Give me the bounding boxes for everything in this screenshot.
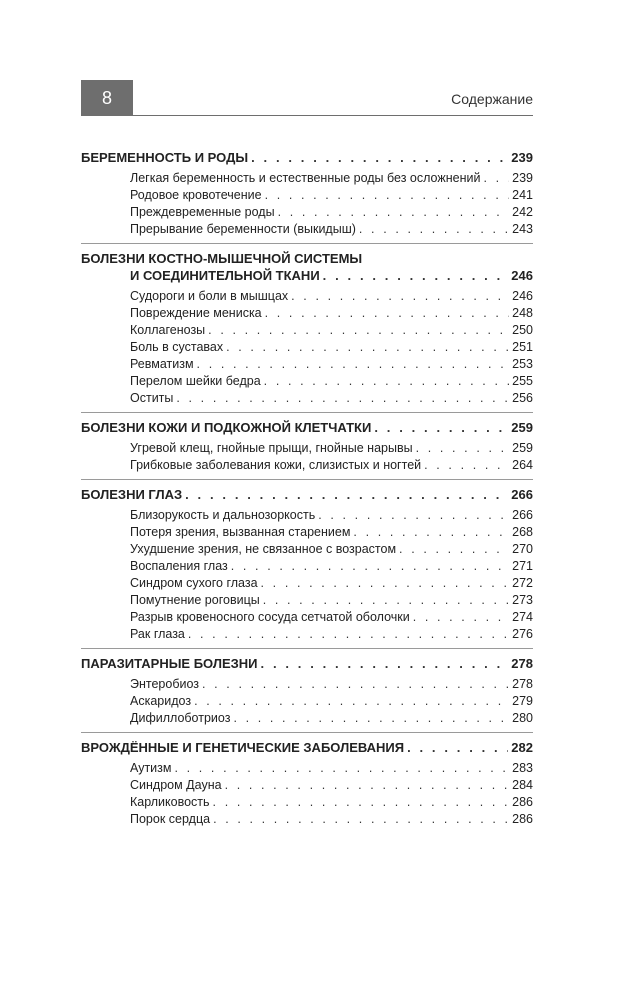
entry-title: Прерывание беременности (выкидыш) bbox=[130, 222, 356, 236]
leader-dots bbox=[233, 710, 509, 727]
toc-entry[interactable] bbox=[81, 457, 533, 474]
entry-title: Родовое кровотечение bbox=[130, 188, 262, 202]
leader-dots bbox=[263, 592, 509, 609]
leader-dots bbox=[213, 811, 509, 828]
entry-page: 286 bbox=[512, 812, 533, 826]
toc-entry[interactable] bbox=[81, 221, 533, 238]
leader-dots bbox=[174, 760, 509, 777]
toc-entry[interactable] bbox=[81, 524, 533, 541]
section-page: 278 bbox=[511, 656, 533, 671]
entry-title: Оститы bbox=[130, 391, 174, 405]
toc-entry[interactable] bbox=[81, 170, 533, 187]
section-heading[interactable] bbox=[81, 739, 533, 756]
toc-entry[interactable] bbox=[81, 440, 533, 457]
entry-title: Повреждение мениска bbox=[130, 306, 262, 320]
entry-page: 280 bbox=[512, 711, 533, 725]
leader-dots bbox=[225, 777, 510, 794]
section-heading[interactable] bbox=[81, 419, 533, 436]
entry-page: 286 bbox=[512, 795, 533, 809]
entry-page: 266 bbox=[512, 508, 533, 522]
leader-dots bbox=[261, 575, 510, 592]
toc-entry[interactable] bbox=[81, 373, 533, 390]
leader-dots bbox=[359, 221, 509, 238]
section-page: 239 bbox=[511, 150, 533, 165]
leader-dots bbox=[353, 524, 509, 541]
section-title: ВРОЖДЁННЫЕ И ГЕНЕТИЧЕСКИЕ ЗАБОЛЕВАНИЯ bbox=[81, 740, 405, 755]
leader-dots bbox=[251, 149, 508, 166]
toc-section bbox=[81, 243, 533, 407]
leader-dots bbox=[194, 693, 509, 710]
section-heading[interactable] bbox=[81, 486, 533, 503]
toc-entry[interactable] bbox=[81, 322, 533, 339]
toc-entry[interactable] bbox=[81, 777, 533, 794]
entry-title: Синдром Дауна bbox=[130, 778, 222, 792]
leader-dots bbox=[424, 457, 509, 474]
toc-section bbox=[81, 479, 533, 643]
toc-entry[interactable] bbox=[81, 794, 533, 811]
entry-title: Дифиллоботриоз bbox=[130, 711, 231, 725]
entry-page: 264 bbox=[512, 458, 533, 472]
leader-dots bbox=[483, 170, 509, 187]
toc-section bbox=[81, 149, 533, 238]
leader-dots bbox=[261, 655, 509, 672]
running-title: Содержание bbox=[451, 91, 533, 107]
entry-title: Воспаления глаз bbox=[130, 559, 228, 573]
leader-dots bbox=[197, 356, 510, 373]
section-page: 259 bbox=[511, 420, 533, 435]
section-heading[interactable] bbox=[81, 149, 533, 166]
entry-title: Синдром сухого глаза bbox=[130, 576, 258, 590]
leader-dots bbox=[413, 609, 509, 626]
entry-page: 259 bbox=[512, 441, 533, 455]
leader-dots bbox=[264, 373, 509, 390]
entry-title: Энтеробиоз bbox=[130, 677, 200, 691]
section-page: 266 bbox=[511, 487, 533, 502]
entry-page: 250 bbox=[512, 323, 533, 337]
toc-entry[interactable] bbox=[81, 541, 533, 558]
entry-page: 279 bbox=[512, 694, 533, 708]
leader-dots bbox=[213, 794, 510, 811]
entry-title: Ухудшение зрения, не связанное с возрастом bbox=[130, 542, 397, 556]
toc-entry[interactable] bbox=[81, 575, 533, 592]
leader-dots bbox=[416, 440, 510, 457]
entry-title: Помутнение роговицы bbox=[130, 593, 260, 607]
entry-title: Разрыв кровеносного сосуда сетчатой оболочки bbox=[130, 610, 410, 624]
toc-entry[interactable] bbox=[81, 305, 533, 322]
section-page: 246 bbox=[511, 268, 533, 283]
entry-page: 274 bbox=[512, 610, 533, 624]
section-page: 282 bbox=[511, 740, 533, 755]
toc-entry[interactable] bbox=[81, 710, 533, 727]
entry-title: Грибковые заболевания кожи, слизистых и ногтей bbox=[130, 458, 422, 472]
toc-entry[interactable] bbox=[81, 187, 533, 204]
entry-title: Карликовость bbox=[130, 795, 210, 809]
header-rule bbox=[133, 115, 533, 116]
toc-entry[interactable] bbox=[81, 390, 533, 407]
toc-entry[interactable] bbox=[81, 626, 533, 643]
entry-page: 284 bbox=[512, 778, 533, 792]
toc-entry[interactable] bbox=[81, 558, 533, 575]
section-title-line2: И СОЕДИНИТЕЛЬНОЙ ТКАНИ bbox=[130, 268, 320, 283]
leader-dots bbox=[231, 558, 509, 575]
entry-title: Потеря зрения, вызванная старением bbox=[130, 525, 351, 539]
leader-dots bbox=[226, 339, 509, 356]
entry-page: 248 bbox=[512, 306, 533, 320]
leader-dots bbox=[188, 626, 509, 643]
section-title: ПАРАЗИТАРНЫЕ БОЛЕЗНИ bbox=[81, 656, 258, 671]
leader-dots bbox=[185, 486, 508, 503]
entry-title: Порок сердца bbox=[130, 812, 211, 826]
entry-page: 256 bbox=[512, 391, 533, 405]
toc-entry[interactable] bbox=[81, 693, 533, 710]
toc-entry[interactable] bbox=[81, 609, 533, 626]
entry-title: Рак глаза bbox=[130, 627, 185, 641]
entry-title: Перелом шейки бедра bbox=[130, 374, 261, 388]
section-title: БОЛЕЗНИ КОЖИ И ПОДКОЖНОЙ КЛЕТЧАТКИ bbox=[81, 420, 372, 435]
entry-page: 251 bbox=[512, 340, 533, 354]
toc-section bbox=[81, 648, 533, 727]
entry-page: 243 bbox=[512, 222, 533, 236]
leader-dots bbox=[202, 676, 509, 693]
section-title: БОЛЕЗНИ ГЛАЗ bbox=[81, 487, 183, 502]
toc-entry[interactable] bbox=[81, 288, 533, 305]
toc-entry[interactable] bbox=[81, 676, 533, 693]
entry-title: Ревматизм bbox=[130, 357, 194, 371]
entry-title: Боль в суставах bbox=[130, 340, 224, 354]
leader-dots bbox=[323, 267, 509, 284]
leader-dots bbox=[399, 541, 509, 558]
entry-title: Угревой клещ, гнойные прыщи, гнойные нарывы bbox=[130, 441, 413, 455]
entry-page: 272 bbox=[512, 576, 533, 590]
entry-page: 246 bbox=[512, 289, 533, 303]
page-header bbox=[81, 80, 533, 116]
entry-page: 278 bbox=[512, 677, 533, 691]
leader-dots bbox=[176, 390, 509, 407]
toc-section bbox=[81, 732, 533, 828]
section-heading[interactable] bbox=[81, 655, 533, 672]
leader-dots bbox=[265, 305, 510, 322]
entry-page: 255 bbox=[512, 374, 533, 388]
entry-page: 271 bbox=[512, 559, 533, 573]
entry-page: 241 bbox=[512, 188, 533, 202]
toc-entry[interactable] bbox=[81, 356, 533, 373]
entry-page: 253 bbox=[512, 357, 533, 371]
toc-entry[interactable] bbox=[81, 507, 533, 524]
toc-entry[interactable] bbox=[81, 811, 533, 828]
entry-page: 242 bbox=[512, 205, 533, 219]
section-title: БЕРЕМЕННОСТЬ И РОДЫ bbox=[81, 150, 249, 165]
section-heading[interactable] bbox=[81, 267, 533, 284]
section-title-line1[interactable]: БОЛЕЗНИ КОСТНО-МЫШЕЧНОЙ СИСТЕМЫ bbox=[81, 251, 363, 266]
entry-title: Аскаридоз bbox=[130, 694, 192, 708]
toc-entry[interactable] bbox=[81, 592, 533, 609]
entry-page: 273 bbox=[512, 593, 533, 607]
toc-entry[interactable] bbox=[81, 204, 533, 221]
toc-entry[interactable] bbox=[81, 339, 533, 356]
entry-title: Легкая беременность и естественные роды без осложнений bbox=[130, 171, 481, 185]
entry-page: 283 bbox=[512, 761, 533, 775]
entry-title: Судороги и боли в мышцах bbox=[130, 289, 289, 303]
entry-title: Аутизм bbox=[130, 761, 172, 775]
entry-title: Коллагенозы bbox=[130, 323, 206, 337]
leader-dots bbox=[291, 288, 509, 305]
entry-title: Преждевременные роды bbox=[130, 205, 275, 219]
entry-title: Близорукость и дальнозоркость bbox=[130, 508, 316, 522]
entry-page: 270 bbox=[512, 542, 533, 556]
page-number: 8 bbox=[81, 80, 133, 116]
toc-entry[interactable] bbox=[81, 760, 533, 777]
table-of-contents bbox=[81, 149, 533, 828]
toc-section bbox=[81, 412, 533, 474]
leader-dots bbox=[265, 187, 510, 204]
leader-dots bbox=[278, 204, 510, 221]
leader-dots bbox=[318, 507, 509, 524]
leader-dots bbox=[208, 322, 509, 339]
entry-page: 276 bbox=[512, 627, 533, 641]
leader-dots bbox=[407, 739, 508, 756]
leader-dots bbox=[374, 419, 508, 436]
entry-page: 239 bbox=[512, 171, 533, 185]
entry-page: 268 bbox=[512, 525, 533, 539]
